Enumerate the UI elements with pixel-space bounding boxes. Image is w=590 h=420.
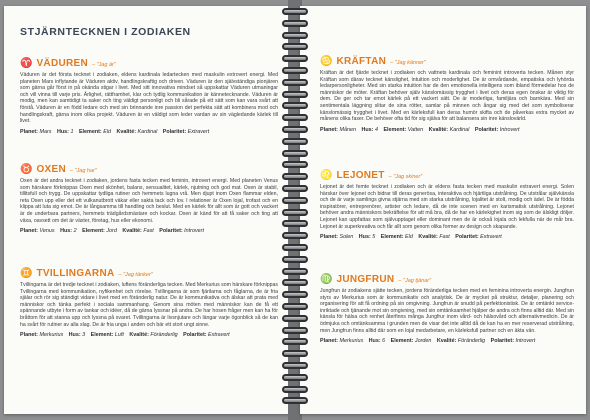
spiral-ring [282, 315, 308, 322]
section-title: OXEN [36, 164, 66, 175]
spiral-ring [282, 220, 308, 227]
gemini-icon: ♊ [20, 268, 33, 279]
spiral-ring [282, 185, 308, 192]
spiral-ring [282, 397, 308, 404]
section-facts: Planet: Solen Hus: 5 Element: Eld Kvalité: Fast Polaritet: Extravert [320, 234, 502, 241]
section-title: JUNGFRUN [336, 274, 395, 285]
section-heading [320, 274, 574, 285]
section-body: Jungfrun är zodiakens sjätte tecken, jordens föränderliga tecken med en feminina introverta energin. Jungfrun styrs av Merkurius som är kommunikativ och analytisk. De är mycket på struktur, detaljer, planering och organisering för att få ordning på sin omgivning. Jungfrun är snudd på perfektionistisk. De är omtänkt service-inriktade och tjänande mot sin omgivning, med sin omtänksamhet hjälper de andra och finns alltid där. Med sin känsla för hälsa och renhet återfinns många Jungfrur inom vård- och hälsovård och alternativmedicin. De är ödmjuka och omtänksamma i grunden men de visar det inte alltid då de kan ha en mer reserverad utstrålning, men Jungfrun finns alltid där som en lojal medarbetare, en kärleksfull partner och en äkta vän. [320, 288, 574, 334]
section-heading [20, 268, 278, 279]
section-facts: Planet: Venus Hus: 2 Element: Jord Kvalité: Fast Polaritet: Introvert [20, 228, 204, 235]
leo-icon: ♌ [320, 170, 333, 181]
section-body: Kräftan är det fjärde tecknet i zodiaken och vattnets kardinala och feminint introverta tecken. Månen styr Kräftan som därav tecknet känslighet, intuition och moderlighet. De är omvårdande, empatiska och lyhörda ledarpersonligheter. Med sin starka intuition har de den emotionella intelligens som ibland förmedelar hos de människor de möter. Kräftan behöver själv känslomässig trygghet i livet och deras egen önskar är viktig för dem. De ger och tar emot kärlek på ett vackert sätt. De är moderliga, familjära och barnkära. Med sin sentimentala läggning slitar de sina rötter, samlar på minnen och ångar sig med det som symboliserar känslomässig trygghet i livet. Med en kärleksfull kan deras humör skifta och de påverkas extra mycket av månens olika faser. De behöver ofta tid för sig själva för att balansera sin inre känslovärld. [320, 70, 574, 123]
virgo-icon: ♍ [320, 274, 333, 285]
spiral-ring [282, 8, 308, 15]
aries-icon: ♈ [20, 58, 33, 69]
section-subtitle: – "Jag tänker" [118, 272, 153, 278]
right-page [300, 6, 586, 414]
section-kraftan [320, 56, 574, 133]
spiral-ring [282, 268, 308, 275]
spiral-ring [282, 114, 308, 121]
section-heading [20, 58, 278, 69]
section-body: Tvillingarna är det tredje tecknet i zodiaken, luftens föränderliga tecken. Med Merkurius som härskare förknippas Tvillingarna med kommunikation, nyfikenhet och rörelse. Tvillingarna är som fjärilarna och fåglarna, de är fria själar och rör sig ständigt vidare i livet med en föränderlig natur. De är kommunikativa och älskar att prata med människor och tänka perfekt i sociala sammanhang. Genom sina möten med människor kan de få ett spännande utbyte i form av tankar och idéer, då de gärna lyssnar på andra. De har hosen fråger men kan ha för bråttom för att stanna upp och lyssna på svaret. Tvillingarna är livsnjutare och längar varje ögonblick så de kan ha svårt för rutiner av alla slag. De är fria unga i anden och bär ett stort ungt sinne. [20, 282, 278, 328]
section-title: LEJONET [336, 170, 385, 181]
spiral-ring [282, 43, 308, 50]
section-title: KRÄFTAN [336, 56, 387, 67]
left-page [4, 6, 290, 414]
section-heading [320, 170, 574, 181]
section-heading [320, 56, 574, 67]
spiral-ring [282, 327, 308, 334]
spiral-ring [282, 350, 308, 357]
spiral-ring [282, 55, 308, 62]
section-subtitle: – "Jag har" [70, 168, 97, 174]
spiral-ring [282, 362, 308, 369]
section-body: Lejonet är det femte tecknet i zodiaken och är eldens fasta tecken med maskulin extravert energi. Solen härskar över lejonet och bidrar till deras generösa, interaktiva och hjärtliga utstrålning. De utstrålar självkänsla och de är varje samlings givna stjärna med sin starka utstrålning, lojalitet är stolt, modig och ädel. De är födda inspiratörer, entreprenörer, artister och ledare, då de inte scenen med en karismatisk utstrålning. Lejonet behöver andra människors bekräftelse för att må bra, då de har en kärlekighet inom sig som de älskligt döljer. Lejonet kan uppfattas som självupptaget eller dominant men de är också lojala och lekfulla när de mår bra. Lejonet är superkreativa och får allt som genom olika former av design och skapande. [320, 184, 574, 230]
spiral-ring [282, 161, 308, 168]
spiral-ring [282, 374, 308, 381]
spiral-ring [282, 244, 308, 251]
cancer-icon: ♋ [320, 56, 333, 67]
section-subtitle: – "Jag tjänar" [398, 278, 432, 284]
spiral-ring [282, 291, 308, 298]
section-tvillingarna [20, 268, 278, 338]
section-jungfrun [320, 274, 574, 344]
section-title: TVILLINGARNA [36, 268, 115, 279]
spiral-ring [282, 79, 308, 86]
section-lejonet [320, 170, 574, 240]
taurus-icon: ♉ [20, 164, 33, 175]
spiral-ring [282, 197, 308, 204]
section-facts: Planet: Merkurius Hus: 3 Element: Luft Kvalité: Föränderlig Polaritet: Extravert [20, 332, 230, 339]
section-subtitle: – "Jag känner" [390, 60, 426, 66]
section-vaduren [20, 58, 278, 135]
section-facts: Planet: Merkurius Hus: 6 Element: Jorden Kvalité: Föränderlig Polaritet: Introvert [320, 338, 536, 345]
section-body: Väduren är det första tecknet i zodiaken, eldens kardinala ledartecken med maskulin extrovert energi. Med planeten Mars inflytande är Väduren aktiv, handlingskraftig och driven. Väduren är den självständiga pionjären som gärna går först in på okända stigar i livet. Med sitt innovativa mindset så uppskattar Väduren utmaningar och vill vinna till varje pris. Ärlighet, rättframhet, klar och tydlig kommunikation är kännetecknande. Väduren är modig, men kan samtidigt ta saker och ting väldigt personligt och bli sårade på ett sätt som kan vara svårt att förstå. Väduren är en född ledare och med sin brinnande inre passion det perfekta sätt att kombinera mod och handlingskraft, gärna inom olika projekt. Väduren är en väldigt som leder vardan av sin vägledande kärlek till livet. [20, 72, 278, 125]
spiral-ring [282, 303, 308, 310]
section-oxen [20, 164, 278, 234]
spiral-ring [282, 279, 308, 286]
spiral-ring [282, 102, 308, 109]
section-facts: Planet: Månen Hus: 4 Element: Vatten Kvalité: Kardinal Polaritet: Introvert [320, 126, 520, 133]
spiral-ring [282, 232, 308, 239]
spiral-ring [282, 67, 308, 74]
spiral-rings [282, 8, 308, 412]
section-title: VÄDUREN [36, 58, 89, 69]
spiral-ring [282, 91, 308, 98]
spiral-ring [282, 138, 308, 145]
section-body: Oxen är det andra tecknet i zodiaken, jordens fasta tecken med feminin, introvert energi. Med planeten Venus som härskare förknippas Oxen med skönhet, balans, sensualitet, kärlek, njutning och god mat. Oxen är stabil, tillitsfull och trygg. De uppskattar tydliga rutiner och hemmets lugna vrå. Men djupt inom Oxen flammar elden, reta Oxen upp eller det ett vulkanutbrott väkar eller sakta tack och lov. I relationer är Oxen lojal, trofast och en klippa att luta sig emot. De är långsamma till handling och beslut. Med en kärlek för allt som är gott och vackert är de underbara partners, hemmets trädgårdsmästare och kockar. Oxen är känd för att få saker och ting att växa, oavsett om det är växter, företag, hus eller ekonomi. [20, 178, 278, 224]
section-subtitle: – "Jag skiner" [388, 174, 423, 180]
spiral-ring [282, 32, 308, 39]
spiral-ring [282, 173, 308, 180]
section-subtitle: – "Jag är" [92, 62, 116, 68]
section-heading [20, 164, 278, 175]
section-facts: Planet: Mars Hus: 1 Element: Eld Kvalité: Kardinal Polaritet: Extravert [20, 128, 210, 135]
spiral-ring [282, 209, 308, 216]
spiral-ring [282, 150, 308, 157]
spiral-ring [282, 20, 308, 27]
spiral-ring [282, 386, 308, 393]
spiral-ring [282, 256, 308, 263]
page-title: STJÄRNTECKNEN I ZODIAKEN [20, 26, 191, 38]
spiral-ring [282, 338, 308, 345]
spiral-ring [282, 126, 308, 133]
